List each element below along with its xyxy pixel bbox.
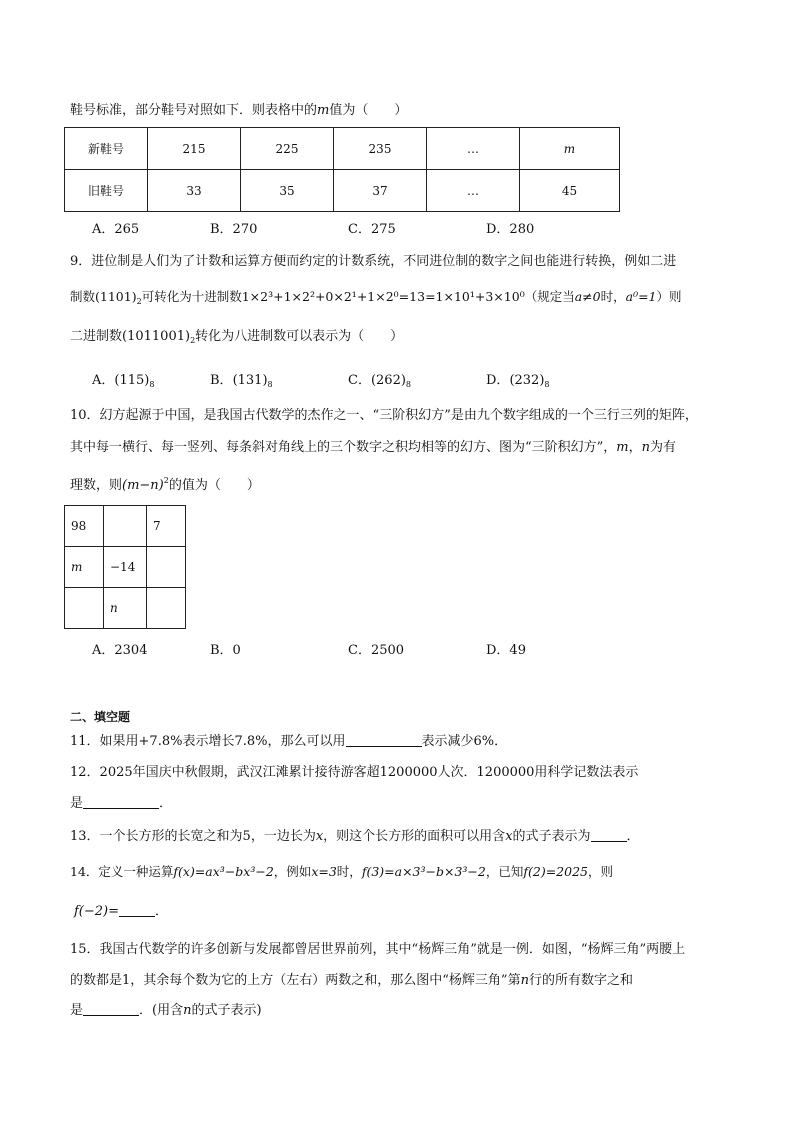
grid-cell (65, 588, 104, 629)
option-d[interactable]: D．280 (486, 222, 535, 237)
grid-cell: 7 (147, 506, 186, 547)
table-cell: … (427, 170, 520, 212)
option-a[interactable]: A．$(115)_8$ (92, 373, 155, 389)
table-cell: 37 (334, 170, 427, 212)
grid-cell: m (65, 547, 104, 588)
q9-line1: 9．进位制是人们为了计数和运算方便而约定的计数系统，不同进位制的数字之间也能进行转换，例如二进 (70, 254, 677, 269)
table-cell: 235 (334, 128, 427, 170)
q13: 13．一个长方形的长宽之和为5，一边长为x，则这个长方形的面积可以用含x的式子表示为 ． (70, 829, 640, 844)
q9-line2: 制数$(1101)_2$可转化为十进制数1×2³+1×2²+0×2¹+1×2⁰=13=1×10¹+3×10⁰（规定当a≠0时，a⁰=1）则 (70, 289, 682, 306)
option-c[interactable]: C．2500 (348, 643, 405, 658)
magic-square-grid (64, 505, 186, 629)
answer-blank[interactable] (119, 903, 155, 917)
table-cell: 35 (241, 170, 334, 212)
grid-cell (147, 588, 186, 629)
q8-stem: 鞋号标准，部分鞋号对照如下．则表格中的m值为（ ） (70, 103, 408, 118)
q15-line3: 是 ．(用含n的式子表示) (70, 1003, 262, 1018)
option-a[interactable]: A．265 (92, 222, 140, 237)
table-row (65, 170, 620, 212)
table-row (65, 128, 620, 170)
option-d[interactable]: D．49 (486, 643, 526, 658)
q10-line3: 理数，则$(m-n)^2$的值为（ ） (70, 476, 260, 493)
q12-line1: 12．2025年国庆中秋假期，武汉江滩累计接待游客超1200000人次．1200000用科学记数法表示 (70, 765, 639, 780)
q11: 11．如果用+7.8%表示增长7.8%，那么可以用 表示减少6%． (70, 734, 508, 749)
option-d[interactable]: D．$(232)_8$ (486, 373, 550, 389)
q8-options (92, 218, 652, 236)
grid-cell (147, 547, 186, 588)
table-cell: 新鞋号 (65, 128, 148, 170)
table-cell: 45 (520, 170, 620, 212)
grid-cell: −14 (104, 547, 147, 588)
table-row (65, 588, 186, 629)
q15-line2: 的数都是1，其余每个数为它的上方（左右）两数之和，那么图中“杨辉三角”第n行的所有数字之和 (70, 973, 633, 988)
answer-blank[interactable] (346, 733, 422, 747)
option-b[interactable]: B．270 (210, 222, 258, 237)
option-b[interactable]: B．$(131)_8$ (210, 373, 273, 389)
grid-cell (104, 506, 147, 547)
table-cell: 215 (148, 128, 241, 170)
table-cell: 225 (241, 128, 334, 170)
q14-line2: f(−2)= ． (74, 904, 169, 919)
q10-options (92, 639, 652, 657)
grid-cell: 98 (65, 506, 104, 547)
q9-line3: 二进制数$(1011001)_2$转化为八进制数可以表示为（ ） (70, 329, 404, 345)
q15-line1: 15．我国古代数学的许多创新与发展都曾居世界前列，其中“杨辉三角”就是一例．如图，“杨辉三角”两腰上 (70, 942, 686, 957)
q10-line2: 其中每一横行、每一竖列、每条斜对角线上的三个数字之积均相等的幻方、图为“三阶积幻方”，m，n为有 (70, 440, 677, 455)
q9-options (92, 369, 652, 387)
option-a[interactable]: A．2304 (92, 643, 148, 658)
table-row (65, 547, 186, 588)
table-cell: 旧鞋号 (65, 170, 148, 212)
answer-blank[interactable] (83, 1002, 139, 1016)
table-cell: 33 (148, 170, 241, 212)
shoe-size-table (64, 127, 620, 212)
q10-line1: 10．幻方起源于中国，是我国古代数学的杰作之一、“三阶积幻方”是由九个数字组成的一个三行三列的矩阵， (70, 408, 698, 423)
section-heading: 二、填空题 (70, 710, 131, 724)
answer-blank[interactable] (83, 795, 159, 809)
q14-line1: 14．定义一种运算f(x)=ax³−bx³−2，例如x=3时，f(3)=a×3³−b×3³−2，已知f(2)=2025，则 (70, 864, 614, 879)
answer-blank[interactable] (591, 828, 627, 842)
option-b[interactable]: B．0 (210, 643, 241, 658)
table-cell: … (427, 128, 520, 170)
grid-cell: n (104, 588, 147, 629)
q12-line2: 是 ． (70, 796, 173, 811)
table-row (65, 506, 186, 547)
option-c[interactable]: C．$(262)_8$ (348, 373, 412, 389)
option-c[interactable]: C．275 (348, 222, 396, 237)
table-cell: m (520, 128, 620, 170)
